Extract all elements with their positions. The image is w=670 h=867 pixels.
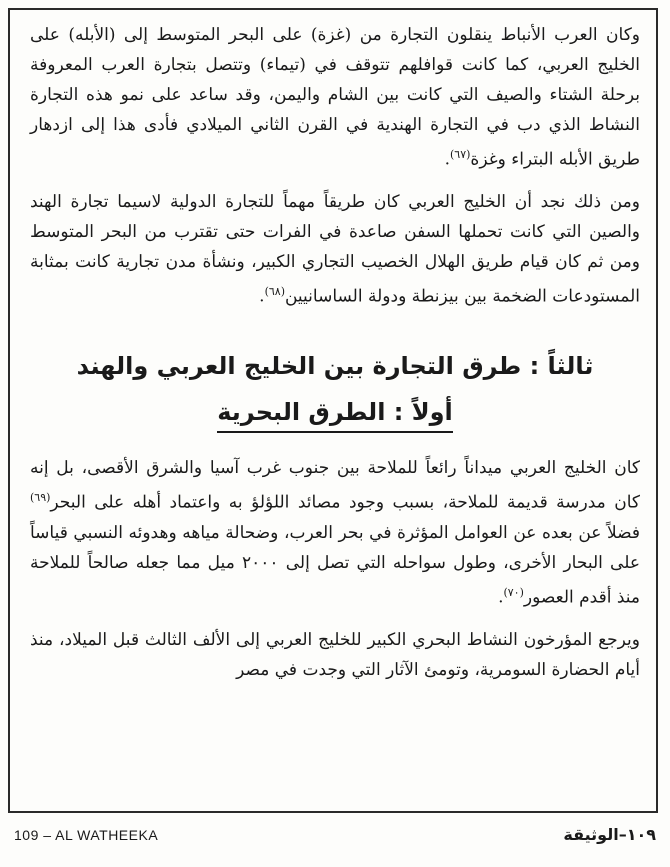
paragraph-text: ومن ذلك نجد أن الخليج العربي كان طريقاً مهماً للتجارة الدولية لاسيما تجارة الهند والصين التي كانت تحملها السفن صاعدة في الفرات حتى تقترب من البحر المتوسط ومن ثم كان قيام طريق الهلال الخصيب التجاري الكبير، ونشأة مدن تجارية كانت بمثابة المستودعات الضخمة بين بيزنطة ودولة الساسانيين: [30, 191, 640, 307]
footnote-ref: (٧٠): [503, 585, 524, 599]
paragraph-tail: .: [444, 149, 450, 170]
footnote-ref: (٦٨): [264, 284, 285, 298]
paragraph-text: وكان العرب الأنباط ينقلون التجارة من (غزة) على البحر المتوسط إلى (الأبله) على الخليج العربي، كما كانت قوافلهم تتوقف في (تيماء) وتتصل بتجارة العرب المعروفة برحلة الشتاء والصيف التي كانت بين الشام واليمن، وقد ساعد على نمو هذه التجارة النشاط الذي دب في التجارة الهندية في القرن الثاني الميلادي فأدى هذا إلى ازدهار طريق الأبله البتراء وغزة: [30, 25, 640, 170]
heading-title: : طرق التجارة بين الخليج العربي والهند: [76, 352, 540, 381]
footer-page-label-latin: 109 – AL WATHEEKA: [14, 827, 159, 843]
paragraph-tail: .: [498, 587, 504, 608]
section-headings: [30, 311, 640, 453]
footer-page-label-arabic: ١٠٩–الوثيقة: [563, 825, 656, 844]
subheading-underlined: [217, 395, 453, 433]
paragraph-gulf-trade-route: [30, 187, 640, 312]
footnote-ref: (٦٧): [450, 148, 471, 161]
paragraph-nabataeans: [30, 20, 640, 175]
paragraph-text-continued: فضلاً عن بعده عن العوامل المؤثرة في بحر العرب، وضحالة مياهه وهدوئه النسبي قياساً على البحار الأخرى، وطول سواحله التي تصل إلى ٢٠٠٠ ميل مما جعله صالحاً للملاحة منذ أقدم العصور: [30, 522, 641, 608]
paragraph-navigation: [30, 453, 640, 612]
footnote-ref: (٦٩): [30, 491, 51, 505]
subheading-title: : الطرق البحرية: [217, 398, 404, 427]
heading-ordinal: ثالثاً: [547, 352, 594, 381]
paragraph-text: كان الخليج العربي ميداناً رائعاً للملاحة بين جنوب غرب آسيا والشرق الأقصى، بل إنه كان مدرسة قديمة للملاحة، بسبب وجود مصائد اللؤلؤ به واعتماد أهله على البحر: [30, 458, 640, 513]
paragraph-historians: [30, 625, 640, 685]
paragraph-text: ويرجع المؤرخون النشاط البحري الكبير للخليج العربي إلى الألف الثالث قبل الميلاد، منذ أيام الحضارة السومرية، وتومئ الآثار التي وجدت في مصر: [30, 629, 640, 680]
paragraph-tail: .: [259, 286, 265, 307]
subheading-ordinal: أولاً: [411, 398, 453, 427]
subsection-heading: [30, 395, 640, 433]
page-frame: [8, 8, 658, 813]
section-heading: [30, 349, 640, 383]
page-footer: [0, 815, 670, 867]
